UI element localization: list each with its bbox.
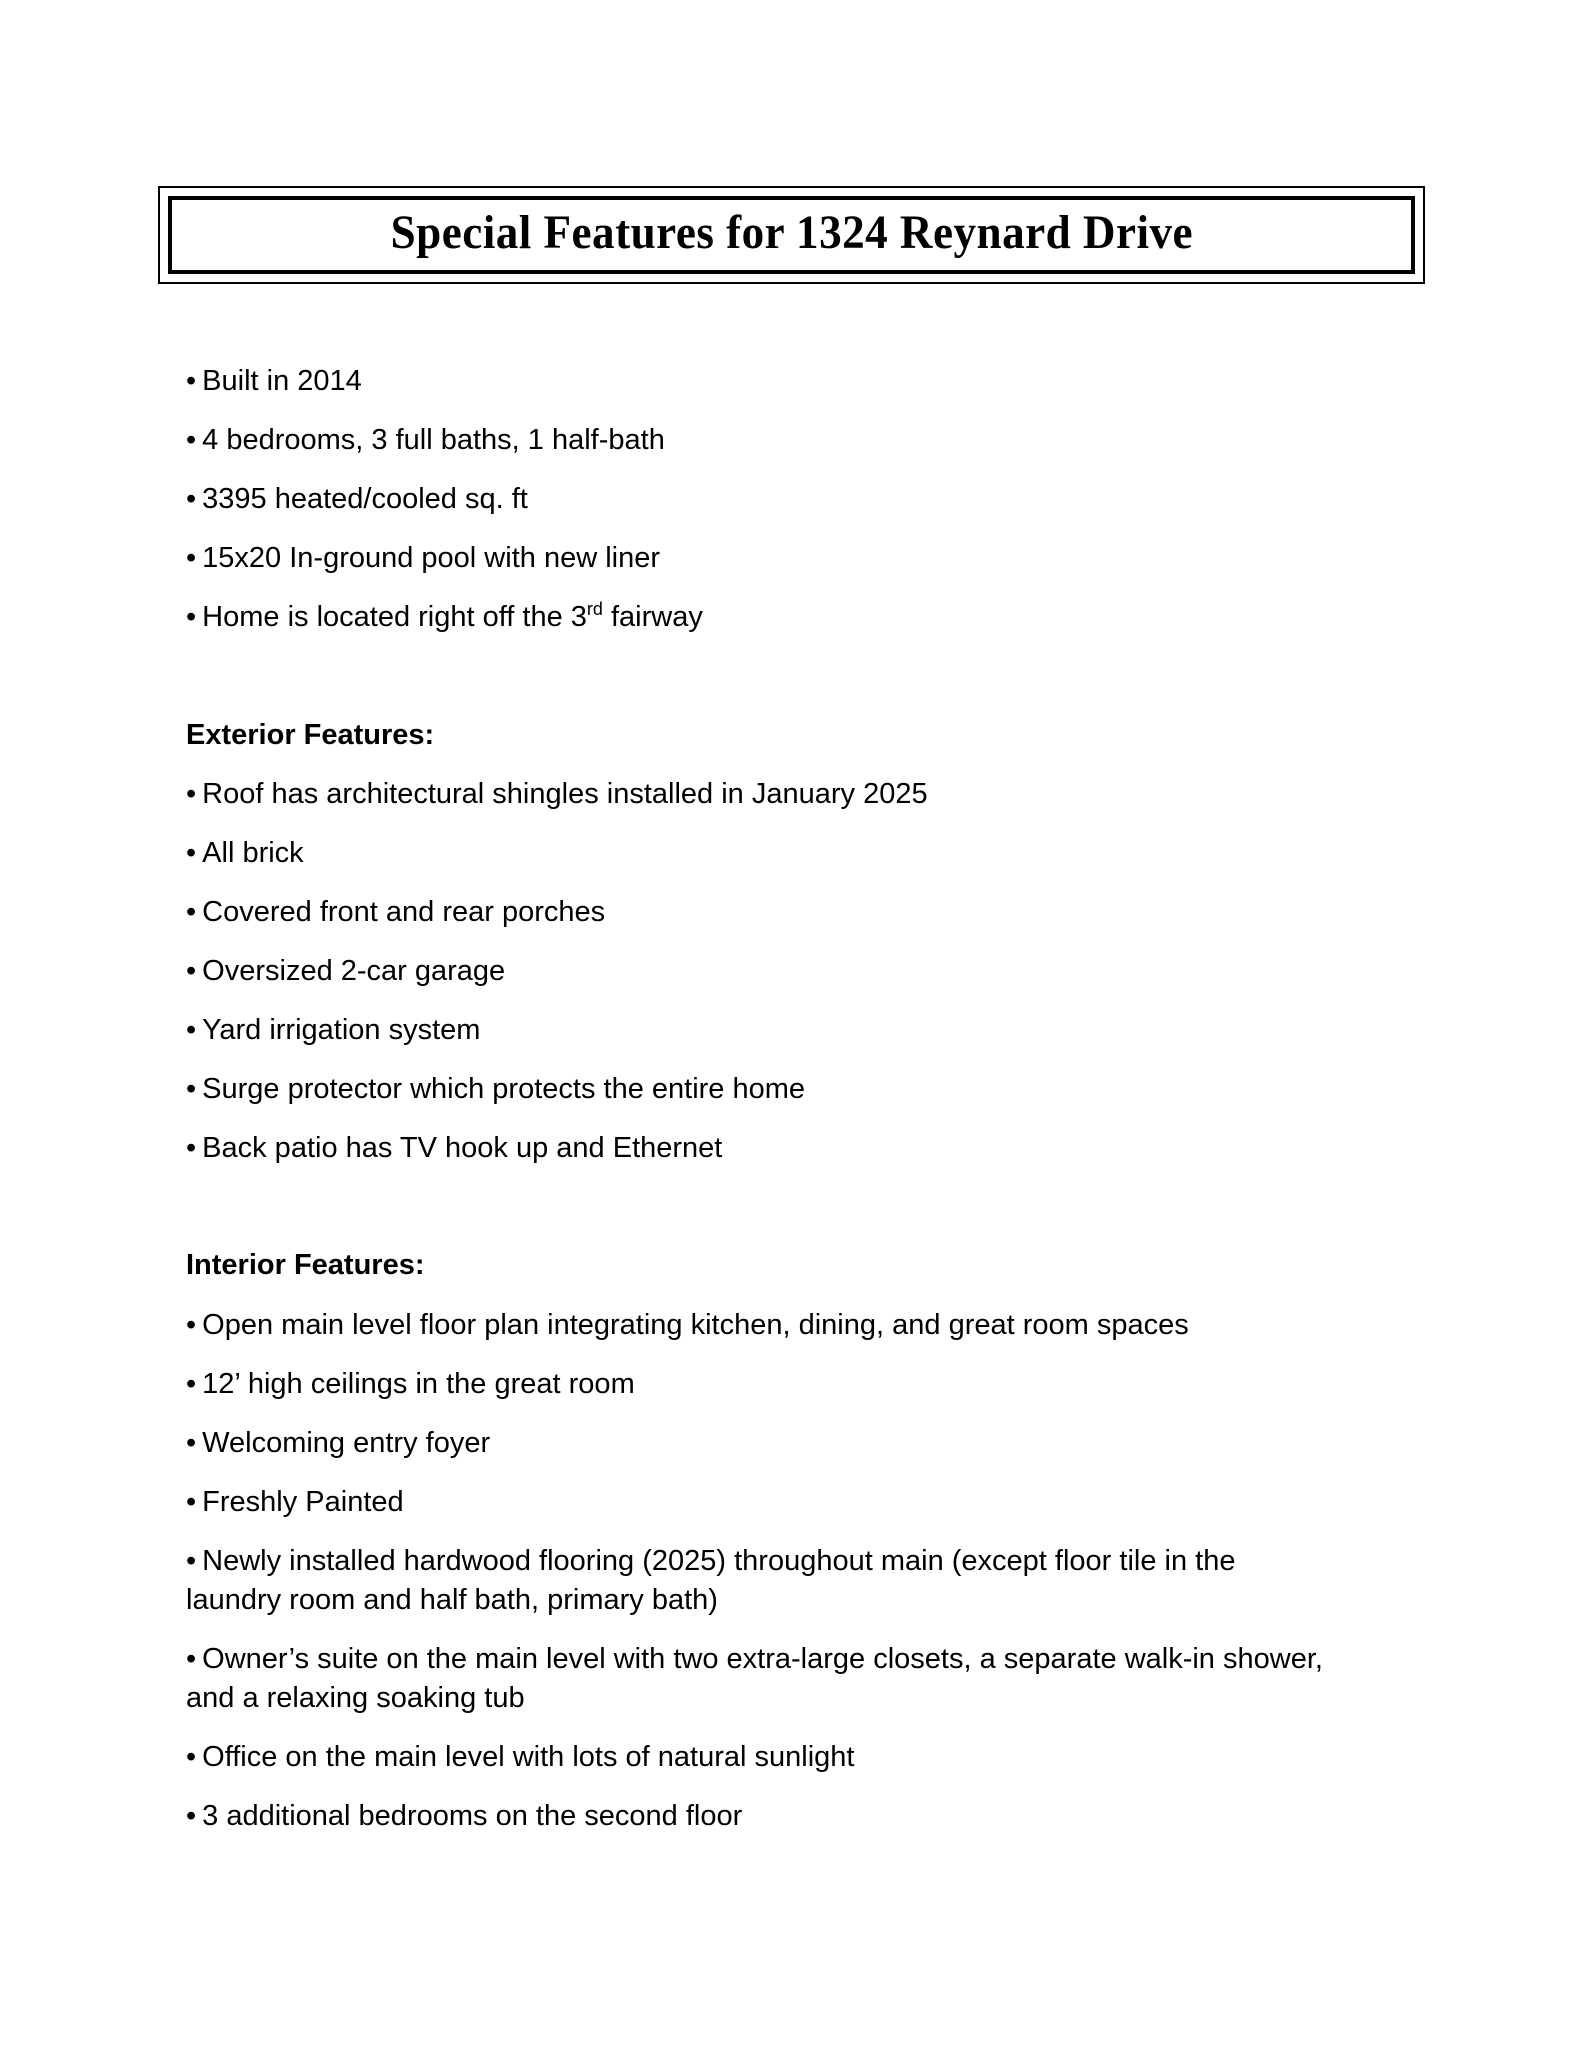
bullet-icon: • <box>186 542 197 574</box>
item-text: Roof has architectural shingles installed in January 2025 <box>202 778 928 810</box>
list-item <box>186 1483 404 1522</box>
bullet-icon: • <box>186 1309 197 1341</box>
bullet-icon: • <box>186 1800 197 1832</box>
list-item <box>186 834 304 873</box>
bullet-icon: • <box>186 1741 197 1773</box>
list-item <box>186 362 362 401</box>
bullet-icon: • <box>186 778 197 810</box>
bullet-icon: • <box>186 1643 197 1675</box>
list-item <box>186 1640 1336 1718</box>
item-text: Home is located right off the 3 <box>202 601 587 633</box>
title-frame-outer <box>158 186 1425 284</box>
ordinal-superscript: rd <box>586 599 603 619</box>
bullet-icon: • <box>186 1014 197 1046</box>
bullet-icon: • <box>186 483 197 515</box>
item-text: Owner’s suite on the main level with two extra-large closets, a separate walk-in shower, and a relaxing soaking tub <box>186 1643 1323 1714</box>
bullet-icon: • <box>186 837 197 869</box>
item-text: Built in 2014 <box>202 365 362 397</box>
item-text: Office on the main level with lots of natural sunlight <box>202 1741 855 1773</box>
item-text: 3 additional bedrooms on the second floor <box>202 1800 743 1832</box>
list-item <box>186 1011 480 1050</box>
item-text: Back patio has TV hook up and Ethernet <box>202 1132 723 1164</box>
item-text: 12’ high ceilings in the great room <box>202 1368 635 1400</box>
bullet-icon: • <box>186 1132 197 1164</box>
bullet-icon: • <box>186 1073 197 1105</box>
list-item <box>186 1797 742 1836</box>
list-item <box>186 952 505 991</box>
bullet-icon: • <box>186 365 197 397</box>
list-item-fairway <box>186 598 703 637</box>
section-heading-interior: Interior Features: <box>186 1249 425 1281</box>
item-text: Yard irrigation system <box>202 1014 481 1046</box>
list-item <box>186 480 528 519</box>
item-text: Open main level floor plan integrating kitchen, dining, and great room spaces <box>202 1309 1189 1341</box>
item-text: Covered front and rear porches <box>202 896 606 928</box>
item-text: Surge protector which protects the entire home <box>202 1073 806 1105</box>
item-text: Oversized 2-car garage <box>202 955 506 987</box>
bullet-icon: • <box>186 1486 197 1518</box>
item-text: Welcoming entry foyer <box>202 1427 491 1459</box>
bullet-icon: • <box>186 424 197 456</box>
list-item <box>186 893 605 932</box>
item-text: Newly installed hardwood flooring (2025) throughout main (except floor tile in the laundry room and half bath, primary bath) <box>186 1545 1236 1616</box>
bullet-icon: • <box>186 1427 197 1459</box>
list-item <box>186 1365 635 1404</box>
list-item <box>186 1542 1336 1620</box>
item-text: 3395 heated/cooled sq. ft <box>202 483 528 515</box>
title-frame-inner <box>168 196 1415 274</box>
item-text: All brick <box>202 837 304 869</box>
bullet-icon: • <box>186 896 197 928</box>
list-item <box>186 421 665 460</box>
item-text: 4 bedrooms, 3 full baths, 1 half-bath <box>202 424 665 456</box>
item-text: Freshly Painted <box>202 1486 404 1518</box>
bullet-icon: • <box>186 1368 197 1400</box>
page-title: Special Features for 1324 Reynard Drive <box>390 206 1193 259</box>
bullet-icon: • <box>186 601 197 633</box>
bullet-icon: • <box>186 1545 197 1577</box>
section-heading-exterior: Exterior Features: <box>186 719 435 751</box>
list-item <box>186 1424 490 1463</box>
list-item <box>186 539 660 578</box>
list-item <box>186 1070 805 1109</box>
list-item <box>186 1129 722 1168</box>
bullet-icon: • <box>186 955 197 987</box>
list-item <box>186 775 928 814</box>
list-item <box>186 1738 854 1777</box>
list-item <box>186 1306 1189 1345</box>
item-text: fairway <box>602 601 703 633</box>
item-text: 15x20 In-ground pool with new liner <box>202 542 660 574</box>
